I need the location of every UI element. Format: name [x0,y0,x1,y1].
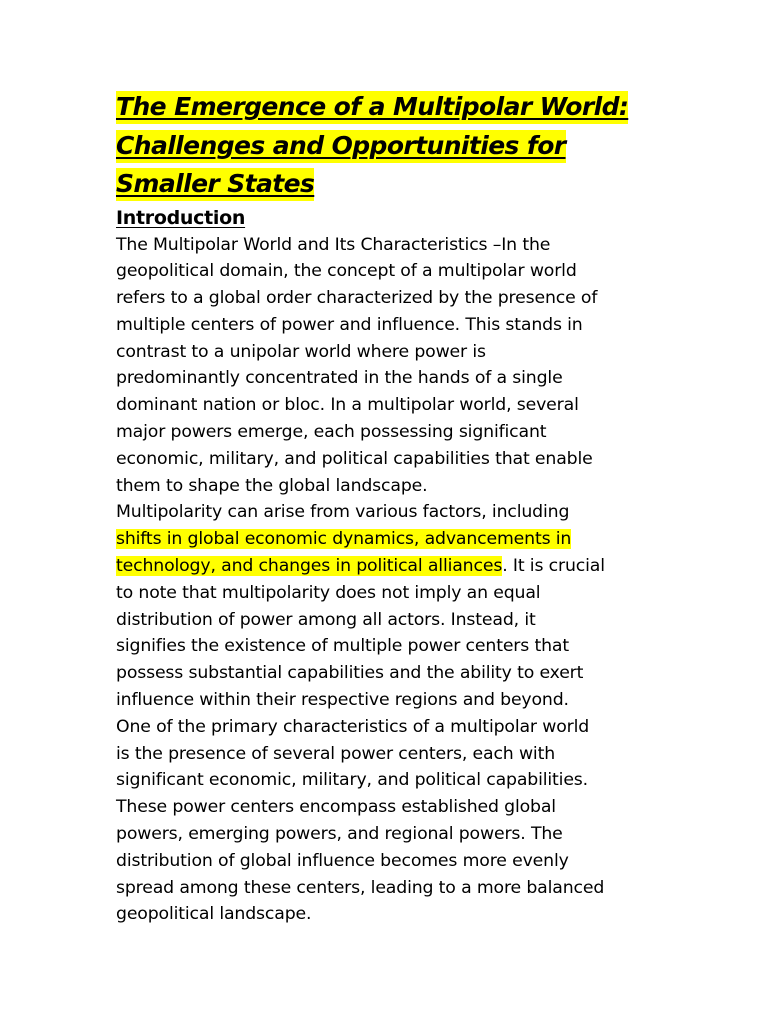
text-line: The Multipolar World and Its Characteristics –In the [116,234,551,255]
text-line: to note that multipolarity does not imply an equal [116,582,541,603]
highlighted-text: shifts in global economic dynamics, advancements in [116,529,572,550]
text-line: One of the primary characteristics of a multipolar world [116,716,590,737]
text-line: them to shape the global landscape. [116,475,428,496]
document-title [116,88,656,204]
text-line [116,526,656,553]
text-line: spread among these centers, leading to a more balanced [116,877,605,898]
text-line: major powers emerge, each possessing significant [116,422,547,443]
text-line: geopolitical landscape. [116,904,312,925]
text-line: is the presence of several power centers, each with [116,743,556,764]
text-line: geopolitical domain, the concept of a multipolar world [116,261,577,282]
text-line: distribution of power among all actors. Instead, it [116,609,536,630]
text-line: distribution of global influence becomes more evenly [116,850,569,871]
text-line: signifies the existence of multiple power centers that [116,636,569,657]
paragraph-multipolarity-factors [116,499,656,713]
paragraph-power-centers [116,714,656,928]
text-line: possess substantial capabilities and the ability to exert [116,663,584,684]
text-line: dominant nation or bloc. In a multipolar world, several [116,395,579,416]
text-line [116,553,656,580]
text-fragment: . It is crucial [502,556,605,577]
text-line: contrast to a unipolar world where power is [116,341,486,362]
text-line: These power centers encompass established global [116,797,556,818]
text-line: influence within their respective regions and beyond. [116,690,569,711]
text-line: significant economic, military, and political capabilities. [116,770,588,791]
title-line: The Emergence of a Multipolar World: [116,88,656,127]
text-line: refers to a global order characterized by the presence of [116,288,598,309]
text-line: Multipolarity can arise from various factors, including [116,502,570,523]
title-line: Smaller States [116,165,656,204]
highlighted-text: technology, and changes in political alliances [116,556,503,577]
text-line: predominantly concentrated in the hands of a single [116,368,563,389]
text-line: economic, military, and political capabilities that enable [116,448,593,469]
text-line: multiple centers of power and influence. This stands in [116,314,583,335]
paragraph-multipolar-characteristics [116,232,656,500]
document-page [116,88,656,928]
title-line: Challenges and Opportunities for [116,127,656,166]
text-line: powers, emerging powers, and regional powers. The [116,824,563,845]
section-heading-introduction: Introduction [116,206,246,229]
